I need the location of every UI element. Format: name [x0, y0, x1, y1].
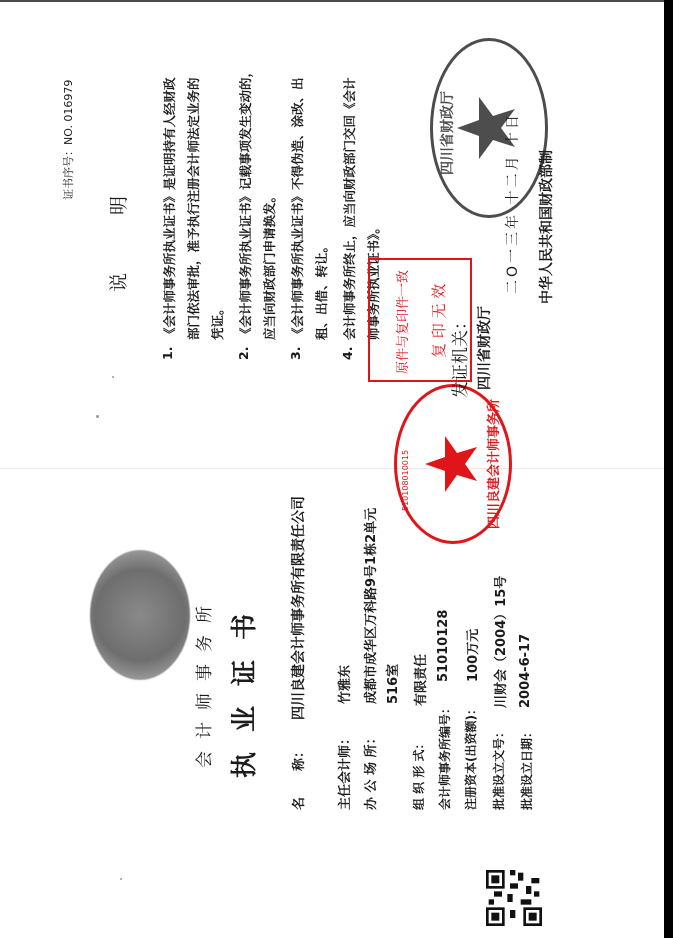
firm-seal-text: 四川良建会计师事务所 — [487, 398, 502, 529]
note-3-line1: 《会计师事务所执业证书》不得伪造、涂改、出 — [290, 77, 305, 340]
ministry-line: 中华人民共和国财政部制 — [539, 150, 555, 304]
face-title-line2: 执业证书 — [230, 593, 260, 778]
issuer-name: 四川省财政厅 — [477, 306, 493, 390]
note-1-number: 1. — [160, 346, 175, 360]
issuer-label: 发证机关： — [451, 313, 471, 398]
field-approval-date-label: 批准设立日期： — [520, 725, 534, 810]
issuer-seal-text: 四川省财政厅 — [440, 91, 456, 175]
note-4-line2: 师事务所执业证书》。 — [366, 221, 381, 340]
notes-heading: 说 明 — [108, 169, 130, 292]
face-title-line1: 会计师事务所 — [195, 594, 215, 768]
issuer-round-seal — [430, 38, 548, 218]
field-approval-doc-label: 批准设立文号： — [492, 725, 506, 810]
qr-code-icon — [486, 870, 542, 926]
copy-stamp-line2: 复 印 无 效 — [430, 283, 448, 358]
note-2-line2: 应当向财政部门申请换发。 — [262, 189, 277, 340]
field-org-label: 组 织 形 式： — [412, 737, 426, 810]
note-4-line1: 会计师事务所终止，应当向财政部门交回《会计 — [342, 77, 357, 340]
certificate-number: 证书序号：NO. 016979 — [62, 79, 75, 200]
field-chief-value: 竹雅东 — [338, 664, 353, 704]
field-capital-value: 100万元 — [466, 628, 481, 682]
note-3-number: 3. — [288, 346, 303, 360]
issue-date: 二O一三年 十二月 十日 — [505, 112, 521, 294]
field-name-label: 名 称： — [292, 744, 307, 810]
field-name-value: 四川良建会计师事务所有限责任公司 — [291, 496, 307, 720]
note-1-line1: 《会计师事务所执业证书》是证明持有人经财政 — [162, 77, 177, 340]
field-office-value-line2: 516室 — [386, 663, 401, 704]
note-2-line1: 《会计师事务所执业证书》记载事项发生变动的， — [238, 64, 253, 340]
field-approval-date-value: 2004-6-17 — [518, 633, 533, 708]
field-firm-number-value: 51010128 — [436, 609, 451, 682]
scan-right-edge — [664, 0, 673, 938]
note-1-line3: 凭证。 — [210, 302, 225, 340]
fold-line — [0, 468, 664, 469]
note-3-line2: 租、出借、转让。 — [314, 239, 329, 340]
note-1-line2: 部门依法审批，准予执行注册会计师法定业务的 — [186, 77, 201, 340]
note-2-number: 2. — [236, 346, 251, 360]
field-office-label: 办 公 场 所： — [364, 731, 379, 810]
field-chief-label: 主任会计师： — [338, 731, 353, 810]
scan-speck — [96, 415, 99, 418]
field-firm-number-label: 会计师事务所编号： — [438, 701, 452, 810]
national-emblem-icon — [90, 550, 190, 680]
firm-round-seal — [394, 384, 512, 544]
scan-speck — [120, 878, 122, 880]
field-capital-label: 注册资本(出资额)： — [464, 703, 478, 810]
copy-stamp-line1: 原件与复印件一致 — [396, 269, 411, 374]
scan-speck — [112, 376, 114, 378]
note-4-number: 4. — [340, 346, 355, 360]
field-org-value: 有限责任 — [414, 653, 429, 706]
field-office-value: 成都市成华区万科路9号1栋2单元 — [364, 507, 379, 704]
field-approval-doc-value: 川财会（2004）15号 — [494, 575, 509, 708]
seal-star-icon — [425, 436, 477, 492]
firm-seal-number: 510108010015 — [401, 449, 410, 511]
